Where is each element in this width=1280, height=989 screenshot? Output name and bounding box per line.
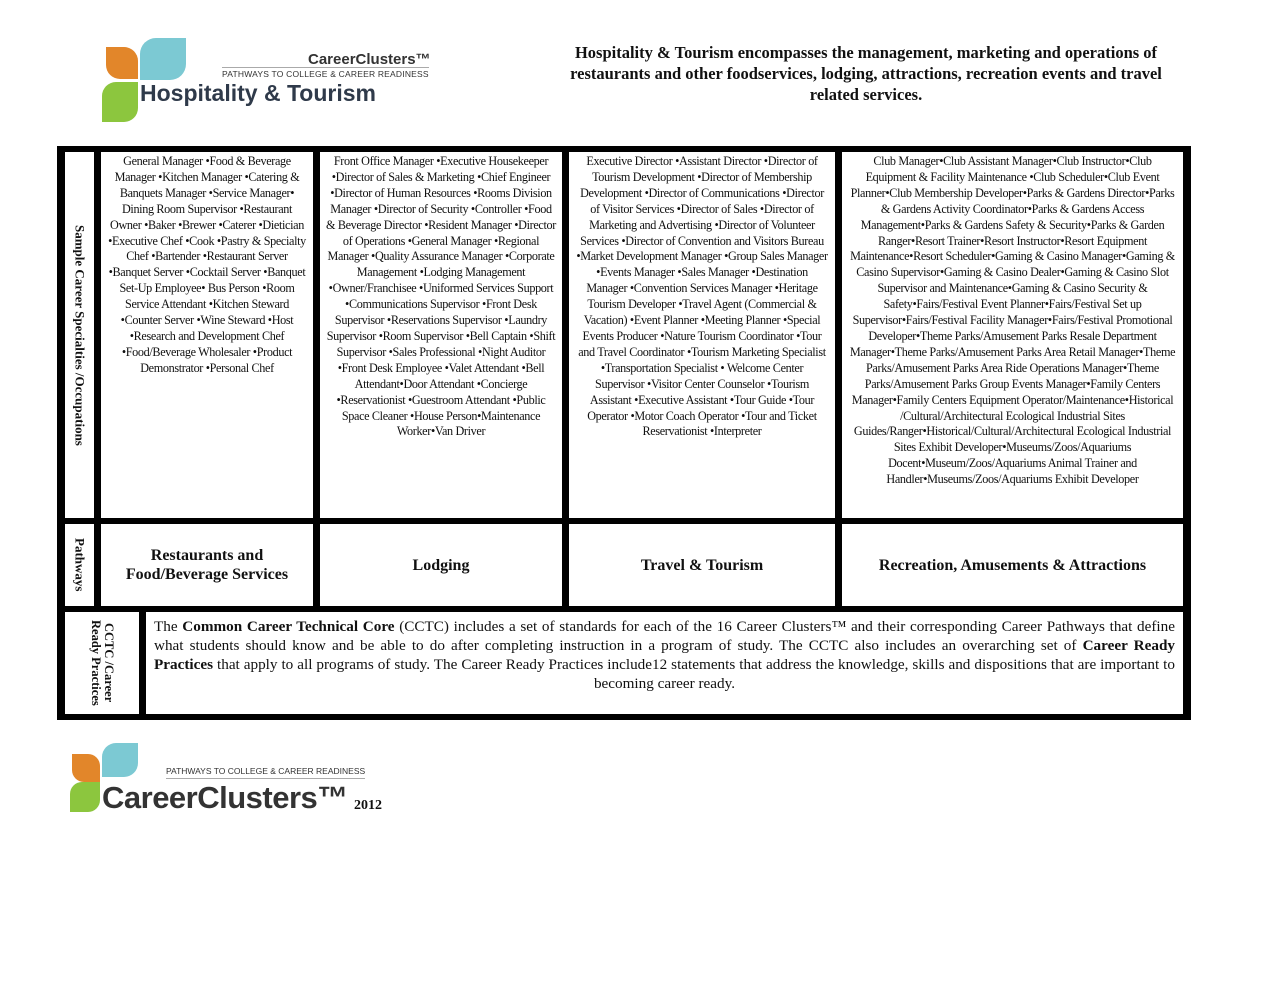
footer-tagline: PATHWAYS TO COLLEGE & CAREER READINESS bbox=[166, 766, 365, 779]
occupations-row-label-cell bbox=[65, 152, 94, 518]
cctc-text-1: The bbox=[154, 618, 183, 635]
pathway-travel-tourism: Travel & Tourism bbox=[569, 524, 835, 606]
logo-green-square bbox=[102, 82, 138, 122]
cctc-description bbox=[146, 612, 1183, 714]
footer-logo-orange-square bbox=[72, 754, 100, 782]
pathway-restaurants: Restaurants and Food/Beverage Services bbox=[101, 524, 313, 606]
logo-teal-square bbox=[140, 38, 186, 80]
pathways-row-label: Pathways bbox=[72, 538, 88, 592]
occupations-travel-tourism: Executive Director •Assistant Director •Director of Tourism Development •Director of Membership Development •Director of Communications •Director of Visitor Services •Director of Sales •Director of Marketing and Advertising •Director of Volunteer Services •Director of Convention and Visitors Bureau •Market Development Manager •Group Sales Manager •Events Manager •Sales Manager •Destination Manager •Convention Services Manager •Heritage Tourism Developer •Travel Agent (Commercial & Vacation) •Event Planner •Meeting Planner •Special Events Producer •Nature Tourism Coordinator •Tour and Travel Coordinator •Tourism Marketing Specialist •Transportation Specialist • Welcome Center Supervisor •Visitor Center Counselor •Tourism Assistant •Executive Assistant •Tour Guide •Tour Operator •Motor Coach Operator •Tour and Ticket Reservationist •Interpreter bbox=[569, 152, 835, 518]
footer-brand-name: CareerClusters™ bbox=[102, 780, 348, 815]
cctc-text-2: (CCTC) includes a set of standards for each of the 16 Career Clusters™ and their corresponding Career Pathways that define what students should know and be able to do after completing instruction in a program of study. The CCTC also includes an overarching set of bbox=[154, 618, 1175, 654]
pathway-recreation: Recreation, Amusements & Attractions bbox=[842, 524, 1183, 606]
cluster-title: Hospitality & Tourism bbox=[140, 80, 376, 106]
cctc-text-3: that apply to all programs of study. The Career Ready Practices include12 statements that address the knowledge, skills and dispositions that are important to becoming career ready. bbox=[213, 656, 1175, 692]
cctc-term-common-core: Common Career Technical Core bbox=[182, 618, 395, 635]
occupations-row-label: Sample Career Specialties /Occupations bbox=[72, 224, 88, 446]
pathway-lodging: Lodging bbox=[320, 524, 562, 606]
footer-logo-green-square bbox=[70, 782, 100, 812]
cluster-table bbox=[57, 146, 1191, 720]
occupations-lodging: Front Office Manager •Executive Housekeeper •Director of Sales & Marketing •Chief Engineer •Director of Human Resources •Rooms Division Manager •Director of Security •Controller •Food & Beverage Director •Resident Manager •Director of Operations •General Manager •Regional Manager •Quality Assurance Manager •Corporate Management •Lodging Management •Owner/Franchisee •Uniformed Services Support •Communications Supervisor •Front Desk Supervisor •Reservations Supervisor •Laundry Supervisor •Room Supervisor •Bell Captain •Shift Supervisor •Sales Professional •Night Auditor •Front Desk Employee •Valet Attendant •Bell Attendant•Door Attendant •Concierge •Reservationist •Guestroom Attendant •Public Space Cleaner •House Person•Maintenance Worker•Van Driver bbox=[320, 152, 562, 518]
cctc-term-career-ready: Career Ready Practices bbox=[154, 637, 1175, 673]
pathways-row-label-cell bbox=[65, 524, 94, 606]
brand-name: CareerClusters™ bbox=[308, 51, 431, 68]
career-clusters-logo bbox=[100, 36, 440, 126]
occupations-restaurants: General Manager •Food & Beverage Manager •Kitchen Manager •Catering & Banquets Manager •Service Manager• Dining Room Supervisor •Restaurant Owner •Baker •Brewer •Caterer •Dietician •Executive Chef •Cook •Pastry & Specialty Chef •Bartender •Restaurant Server •Banquet Server •Cocktail Server •Banquet Set-Up Employee• Bus Person •Room Service Attendant •Kitchen Steward •Counter Server •Wine Steward •Host •Research and Development Chef •Food/Beverage Wholesaler •Product Demonstrator •Personal Chef bbox=[101, 152, 313, 518]
cctc-row-label: CCTC /Career Ready Practices bbox=[89, 620, 116, 706]
brand-tagline: PATHWAYS TO COLLEGE & CAREER READINESS bbox=[222, 69, 429, 79]
footer-logo-teal-square bbox=[102, 743, 138, 777]
occupations-recreation: Club Manager•Club Assistant Manager•Club Instructor•Club Equipment & Facility Maintenance •Club Scheduler•Club Event Planner•Club Membership Developer•Parks & Gardens Director•Parks & Gardens Activity Coordinator•Parks & Gardens Access Management•Parks & Gardens Safety & Security•Parks & Garden Ranger•Resort Trainer•Resort Instructor•Resort Equipment Maintenance•Resort Scheduler•Gaming & Casino Manager•Gaming & Casino Supervisor•Gaming & Casino Dealer•Gaming & Casino Slot Supervisor and Maintenance•Gaming & Casino Security & Safety•Fairs/Festival Event Planner•Fairs/Festival Set up Supervisor•Fairs/Festival Facility Manager•Fairs/Festival Promotional Developer•Theme Parks/Amusement Parks Resale Department Manager•Theme Parks/Amusement Parks Area Retail Manager•Theme Parks/Amusement Parks Area Ride Operations Manager•Theme Parks/Amusement Parks Group Events Manager•Family Centers Manager•Family Centers Equipment Operator/Maintenance•Historical /Cultural/Architectural Ecological Industrial Sites Guides/Ranger•Historical/Cultural/Architectural Ecological Industrial Sites Exhibit Developer•Museums/Zoos/Aquariums Docent•Museum/Zoos/Aquariums Animal Trainer and Handler•Museums/Zoos/Aquariums Exhibit Developer bbox=[842, 152, 1183, 518]
logo-orange-square bbox=[106, 47, 138, 79]
footer-career-clusters-logo bbox=[68, 742, 398, 822]
cctc-row-label-cell bbox=[65, 612, 139, 714]
footer-year: 2012 bbox=[354, 798, 382, 813]
cluster-description: Hospitality & Tourism encompasses the management, marketing and operations of restaurants and other foodservices, lodging, attractions, recreation events and travel related services. bbox=[570, 43, 1162, 104]
